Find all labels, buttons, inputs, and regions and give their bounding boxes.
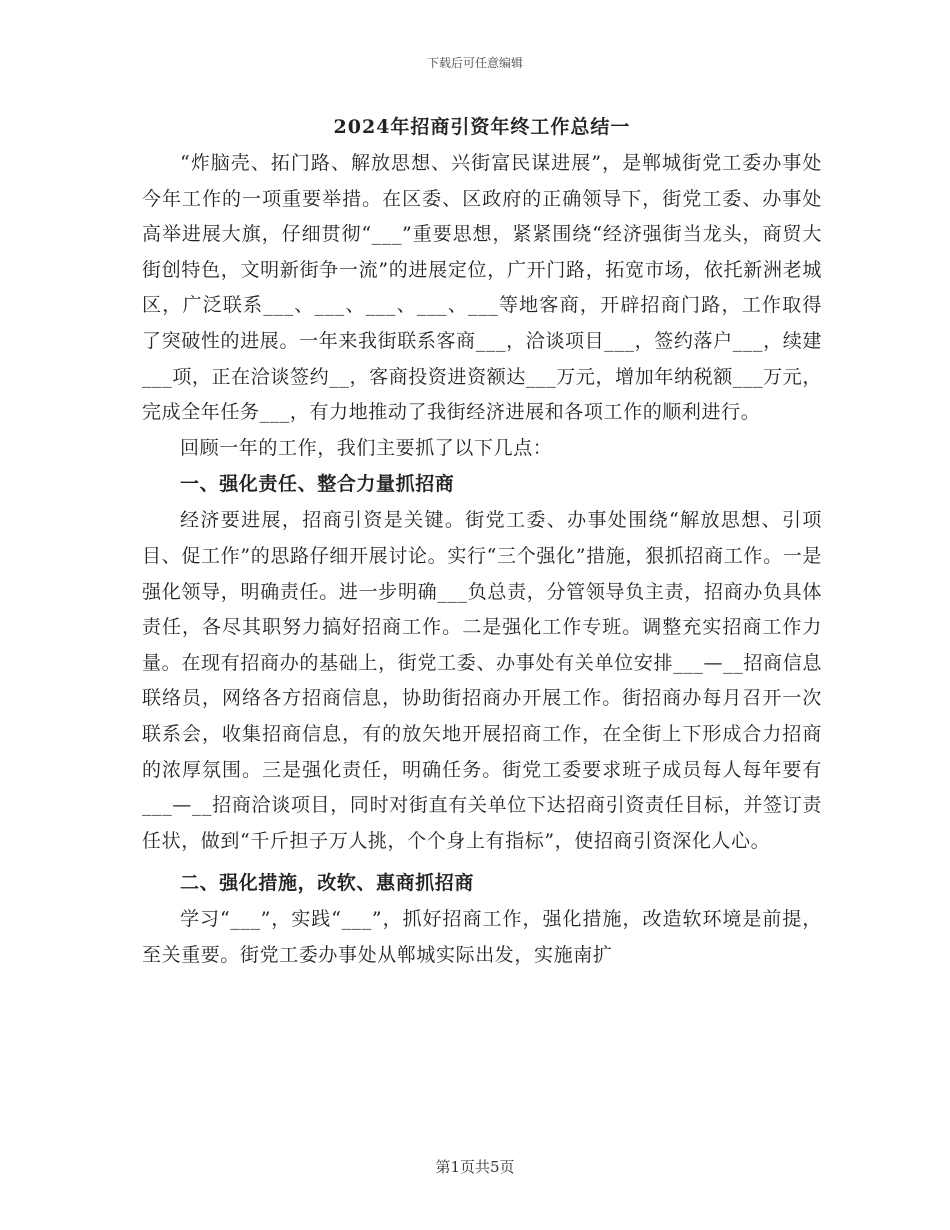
review-paragraph: 回顾一年的工作，我们主要抓了以下几点： (180, 436, 553, 459)
document-title: 2024年招商引资年终工作总结一 (333, 116, 631, 138)
document-body (142, 112, 822, 973)
section-2-paragraph: 学习“___”，实践“___”，抓好招商工作，强化措施，改造软环境是前提，至关重要。街党工委办事处从郸城实际出发，实施南扩 (142, 908, 822, 966)
intro-paragraph: “炸脑壳、拓门路、解放思想、兴街富民谋进展”，是郸城街党工委办事处今年工作的一项重要举措。在区委、区政府的正确领导下，街党工委、办事处高举进展大旗，仔细贯彻“___”重要思想，紧紧围绕“经济强街当龙头，商贸大街创特色，文明新街争一流”的进展定位，广开门路，拓宽市场，依托新洲老城区，广泛联系___、___、___、___、___等地客商，开辟招商门路，工作取得了突破性的进展。一年来我街联系客商___，洽谈项目___，签约落户___，续建___项，正在洽谈签约__，客商投资进资额达___万元，增加年纳税额___万元，完成全年任务___，有力地推动了我街经济进展和各项工作的顺利进行。 (142, 152, 822, 424)
header-note: 下载后可任意编辑 (426, 56, 523, 70)
section-heading-2: 二、强化措施，改软、惠商抓招商 (180, 872, 475, 895)
section-1-paragraph: 经济要进展，招商引资是关键。街党工委、办事处围绕“解放思想、引项目、促工作”的思路仔细开展讨论。实行“三个强化”措施，狠抓招商工作。一是强化领导，明确责任。进一步明确___负总责，分管领导负主责，招商办负具体责任，各尽其职努力搞好招商工作。二是强化工作专班。调整充实招商工作力量。在现有招商办的基础上，街党工委、办事处有关单位安排___—__招商信息联络员，网络各方招商信息，协助街招商办开展工作。街招商办每月召开一次联系会，收集招商信息，有的放矢地开展招商工作，在全街上下形成合力招商的浓厚氛围。三是强化责任，明确任务。街党工委要求班子成员每人每年要有___—__招商洽谈项目，同时对街直有关单位下达招商引资责任目标，并签订责任状，做到“千斤担子万人挑，个个身上有指标”，使招商引资深化人心。 (142, 509, 822, 852)
page-number: 第1页共5页 (435, 1158, 515, 1176)
section-heading-1: 一、强化责任、整合力量抓招商 (180, 473, 455, 496)
